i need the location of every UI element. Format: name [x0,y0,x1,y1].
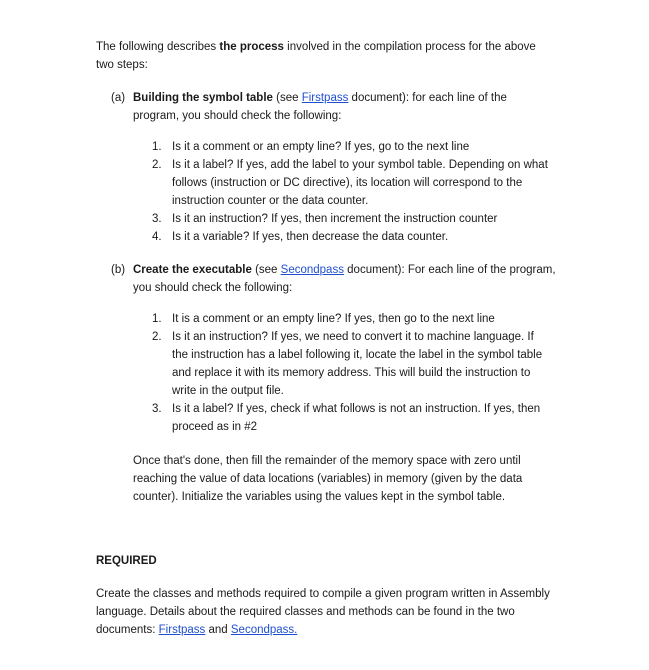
list-item [152,138,562,156]
required-and: and [205,624,231,636]
section-b-label: (b) [111,264,126,276]
list-item-text: Is it a variable? If yes, then decrease the data counter. [172,231,449,243]
section-b-title: Create the executable [133,264,252,276]
secondpass-link-bottom[interactable]: Secondpass. [230,624,298,636]
section-a-list [152,138,562,246]
intro-prefix: The following describes [96,41,220,53]
list-item-text: Is it a label? If yes, add the label to your symbol table. Depending on what follows (instruction or DC directive), its location will correspond to the instruction counter or the data counter. [172,159,548,207]
section-a-label: (a) [111,92,126,104]
section-b-list [152,310,552,436]
list-item [152,228,562,246]
firstpass-link[interactable]: Firstpass [301,92,349,104]
list-item [152,210,562,228]
intro-suffix: involved in the compilation process for the above two steps: [96,41,536,71]
list-item-number: 1. [152,313,162,325]
list-item-text: Is it a label? If yes, check if what follows is not an instruction. If yes, then proceed as in #2 [172,403,541,433]
required-text: Create the classes and methods required to compile a given program written in Assembly language. Details about the required classes and methods can be found in the two documents: [96,588,550,636]
list-item [152,310,552,328]
list-item-number: 2. [152,159,162,171]
required-heading: REQUIRED [96,555,157,567]
required-paragraph [96,585,566,639]
section-a-title: Building the symbol table [133,92,273,104]
list-item [152,328,552,400]
list-item-text: It is a comment or an empty line? If yes, then go to the next line [172,313,495,325]
list-item-text: Is it an instruction? If yes, then increment the instruction counter [172,213,498,225]
section-b-after-paragraph: Once that's done, then fill the remainder of the memory space with zero until reaching the value of data locations (variables) in memory (given by the data counter). Initialize the variables using the values kept in the symbol table. [133,455,523,503]
list-item-number: 1. [152,141,162,153]
section-b-see-suffix: document): For each line of the program, [343,264,556,276]
section-b-heading [111,261,561,297]
list-item-number: 4. [152,231,162,243]
list-item-number: 2. [152,331,162,343]
section-a-continuation: program, you should check the following: [133,110,342,122]
secondpass-link[interactable]: Secondpass [280,264,344,276]
section-b-see-prefix: (see [251,264,281,276]
section-b-continuation: you should check the following: [133,282,293,294]
section-a-see-prefix: (see [272,92,302,104]
section-a-heading [111,89,551,125]
section-a-see-suffix: document): for each line of the [348,92,507,104]
list-item-number: 3. [152,213,162,225]
firstpass-link-bottom[interactable]: Firstpass [158,624,206,636]
intro-bold: the process [219,41,284,53]
list-item [152,400,552,436]
list-item [152,156,562,210]
list-item-number: 3. [152,403,162,415]
list-item-text: Is it an instruction? If yes, we need to convert it to machine language. If the instruction has a label following it, locate the label in the symbol table and replace it with its memory address. This will build the instruction to write in the output file. [172,331,543,397]
list-item-text: Is it a comment or an empty line? If yes, go to the next line [172,141,470,153]
intro-paragraph [96,38,556,74]
